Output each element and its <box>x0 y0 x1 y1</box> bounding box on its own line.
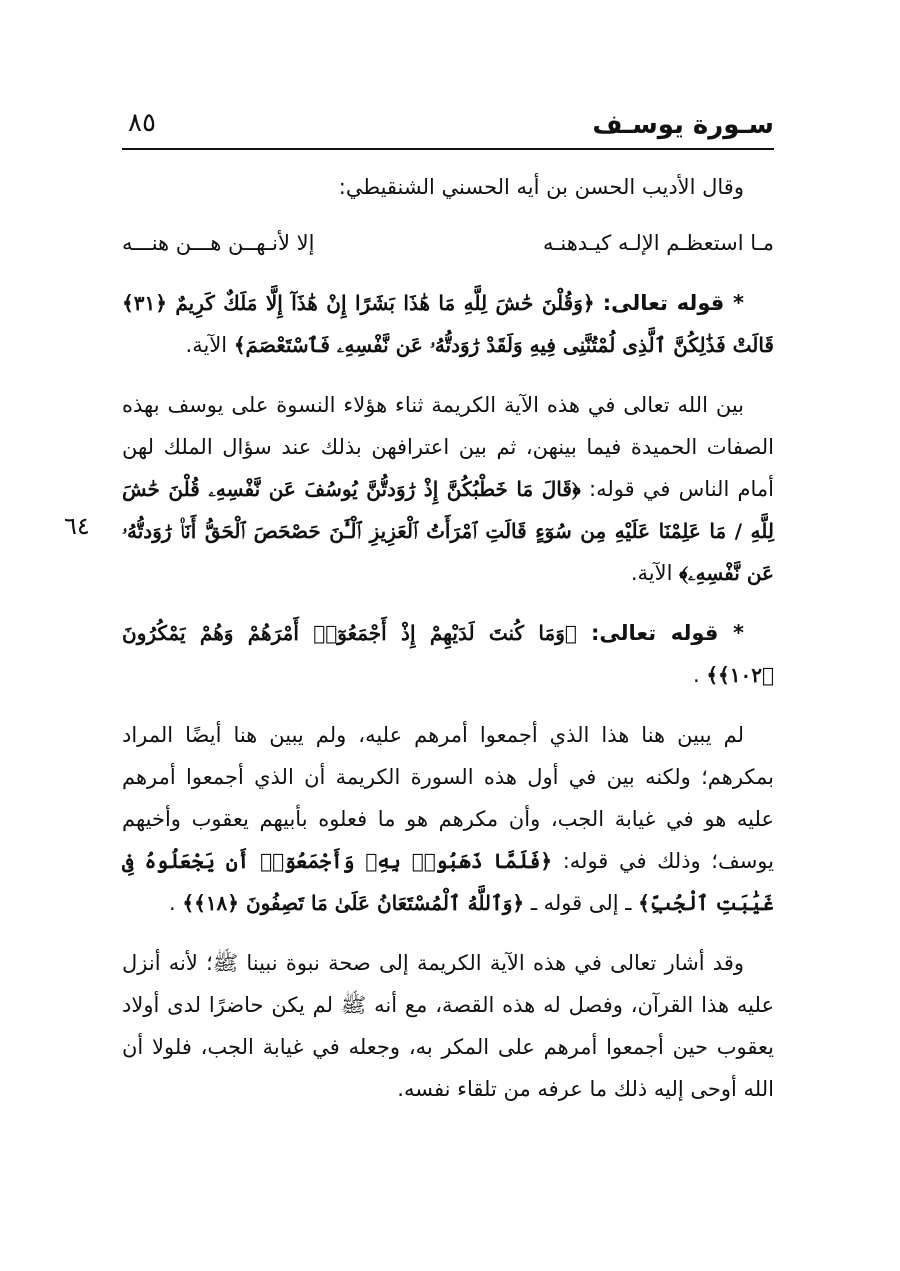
poem-intro: وقال الأديب الحسن بن أيه الحسني الشنقيطي: <box>338 175 744 199</box>
page-number: ٨٥ <box>128 108 156 138</box>
commentary-1-text: بين الله تعالى في هذه الآية الكريمة ثناء هؤلاء النسوة على يوسف بهذه الصفات الحميدة فيما بينهن، ثم بين اعترافهن بذلك عند سؤال الملك لهن أمام الناس في قوله: <box>122 393 774 501</box>
verse-31-paragraph <box>122 282 774 366</box>
verse-102-paragraph <box>122 612 774 696</box>
commentary-2-mid: ـ إلى قوله ـ <box>530 891 632 915</box>
commentary-1-tail: الآية. <box>630 561 673 585</box>
verse-31-quran-line2: قَالَتْ فَذَٰلِكُنَّ ٱلَّذِى لُمْتُنَّنِى فِيهِ وَلَقَدْ رَٰوَدتُّهُۥ عَن نَّفْسِهِۦ فَٱسْتَعْصَمَ﴾ <box>233 333 774 357</box>
verse-31-lead: * قوله تعالى: <box>602 291 744 315</box>
verse-102-quran: ﴿وَمَا كُنتَ لَدَيْهِمْ إِذْ أَجْمَعُوٓا۟ أَمْرَهُمْ وَهُمْ يَمْكُرُونَ ﴿١٠٢﴾﴾ <box>122 621 774 687</box>
commentary-2-text: لم يبين هنا هذا الذي أجمعوا أمرهم عليه، ولم يبين هنا أيضًا المراد بمكرهم؛ ولكنه بين في أول هذه السورة الكريمة أن الذي أجمعوا أمرهم عليه هو في غيابة الجب، وأن مكرهم هو ما فعلوه بأبيهم يعقوب وأخيهم يوسف؛ وذلك في قوله: <box>122 723 775 873</box>
commentary-paragraph-3: وقد أشار تعالى في هذه الآية الكريمة إلى صحة نبوة نبينا ﷺ؛ لأنه أنزل عليه هذا القرآن، وفصل له هذه القصة، مع أنه ﷺ لم يكن حاضرًا لدى أولاد يعقوب حين أجمعوا أمرهم على المكر به، وجعله في غيابة الجب، فلولا أن الله أوحى إليه ذلك ما عرفه من تلقاء نفسه. <box>122 951 774 1101</box>
commentary-1-quran: ﴿قَالَ مَا خَطْبُكُنَّ إِذْ رَٰوَدتُّنَّ يُوسُفَ عَن نَّفْسِهِۦ قُلْنَ حَٰشَ لِلَّهِ / مَا عَلِمْنَا عَلَيْهِ مِن سُوٓءٍ قَالَتِ ٱمْرَأَتُ ٱلْعَزِيزِ ٱلْـَٰٔنَ حَصْحَصَ ٱلْحَقُّ أَنَا۠ رَٰوَدتُّهُۥ عَن نَّفْسِهِۦ﴾ <box>122 477 774 585</box>
commentary-2-tail: . <box>169 891 176 915</box>
commentary-paragraph-1 <box>122 384 774 594</box>
poem-hemistich-left: إلا لأنـهــن هـــن هنـــه <box>122 231 315 255</box>
margin-page-number: ٦٤ <box>64 512 90 540</box>
verse-31-tail: الآية. <box>185 333 228 357</box>
commentary-paragraph-2 <box>122 714 774 924</box>
verse-31-quran-line1: ﴿وَقُلْنَ حَٰشَ لِلَّهِ مَا هَٰذَا بَشَرًا إِنْ هَٰذَآ إِلَّا مَلَكٌ كَرِيمٌ ﴿٣١﴾ <box>122 291 595 315</box>
page-header <box>122 108 774 150</box>
commentary-2-quran-1: ﴿فَلَمَّا ذَهَبُوا۟ بِهِۦ وَأَجْمَعُوٓا۟ أَن يَجْعَلُوهُ فِى غَيَٰبَتِ ٱلْجُبِّ﴾ <box>122 849 774 915</box>
page-body <box>122 166 774 1110</box>
verse-102-tail: . <box>692 663 700 687</box>
poem-hemistich-right: مـا استعظـم الإلـه كيـدهنـه <box>542 231 774 255</box>
surah-title: سـورة يوسـف <box>592 110 774 140</box>
poem-verse <box>122 222 774 264</box>
commentary-2-quran-2: ﴿وَٱللَّهُ ٱلْمُسْتَعَانُ عَلَىٰ مَا تَصِفُونَ ﴿١٨﴾﴾ <box>182 891 525 915</box>
verse-102-lead: * قوله تعالى: <box>590 621 744 645</box>
